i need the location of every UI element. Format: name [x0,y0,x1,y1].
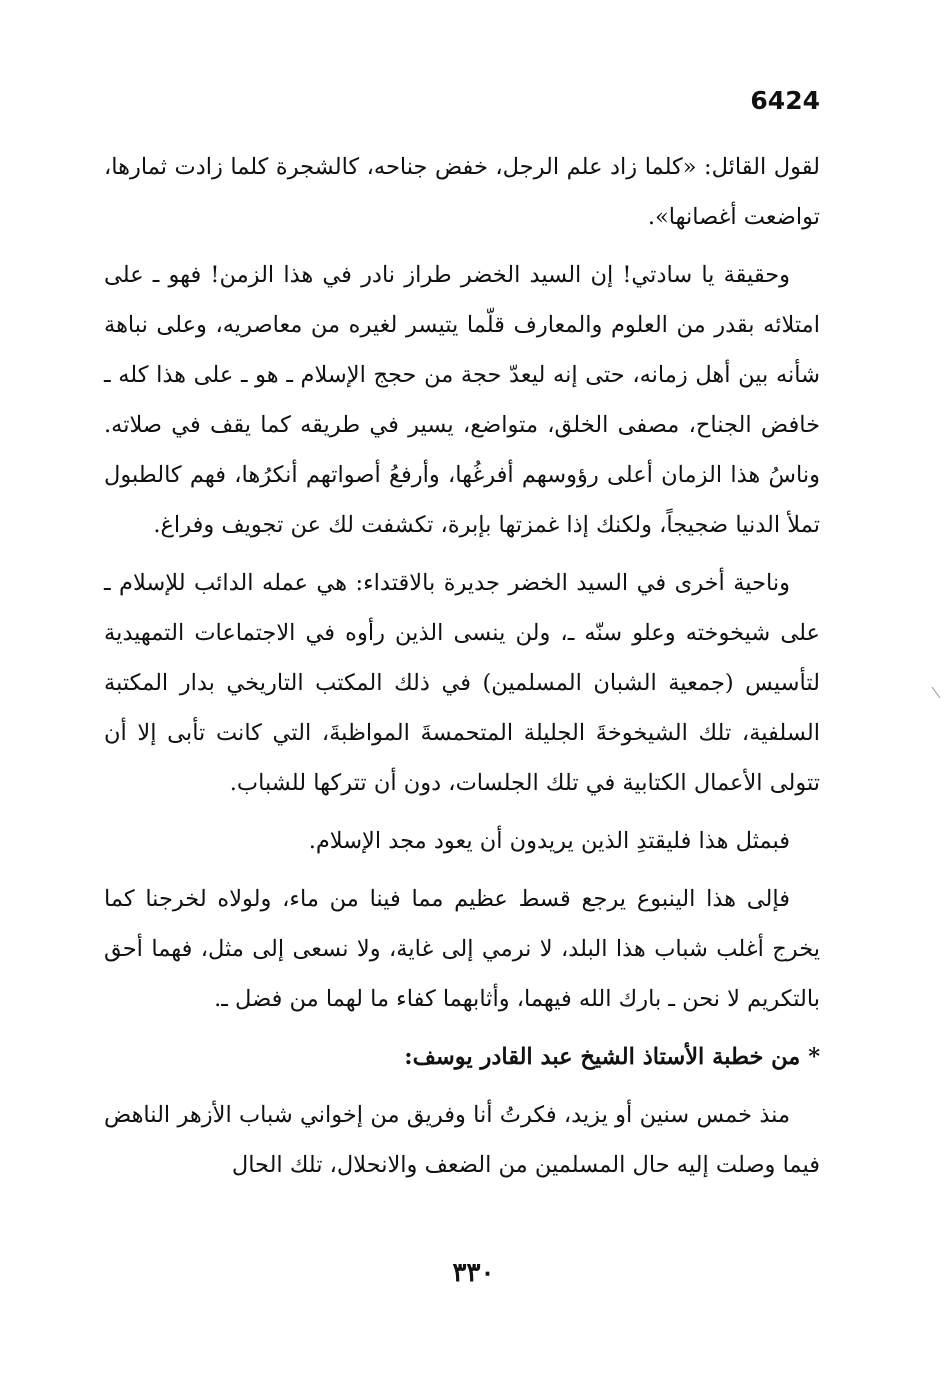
asterisk-marker: * [808,1044,820,1070]
paragraph-khidr-humility: وحقيقة يا سادتي! إن السيد الخضر طراز نادر في هذا الزمن! فهو ـ على امتلائه بقدر من العلوم والمعارف قلّما يتيسر لغيره من معاصريه، وعلى نباهة شأنه بين أهل زمانه، حتى إنه ليعدّ حجة من حجج الإسلام ـ هو ـ على هذا كله ـ خافض الجناح، مصفى الخلق، متواضع، يسير في طريقه كما يقف في صلاته. وناسُ هذا الزمان أعلى رؤوسهم أفرغُها، وأرفعُ أصواتهم أنكرُها، فهم كالطبول تملأ الدنيا ضجيجاً، ولكنك إذا غمزتها بإبرة، تكشفت لك عن تجويف وفراغ. [104,262,820,538]
paragraph-spring: فإلى هذا الينبوع يرجع قسط عظيم مما فينا من ماء، ولولاه لخرجنا كما يخرج أغلب شباب هذا البلد، لا نرمي إلى غاية، ولا نسعى إلى مثل، فهما أحق بالتكريم لا نحن ـ بارك الله فيهما، وأثابهما كفاء ما لهما من فضل ـ. [104,886,820,1012]
paragraph-quote: لقول القائل: «كلما زاد علم الرجل، خفض جناحه، كالشجرة كلما زادت ثمارها، تواضعت أغصانها». [104,154,820,230]
scan-artifact-mark [930,686,942,700]
page-id: 6424 [750,86,820,115]
page-folio: ٣٣٠ [452,1258,495,1288]
paragraph-example: فبمثل هذا فليقتدِ الذين يريدون أن يعود مجد الإسلام. [308,828,790,854]
paragraph-speech-opening: منذ خمس سنين أو يزيد، فكرتُ أنا وفريق من إخواني شباب الأزهر الناهض فيما وصلت إليه حال المسلمين من الضعف والانحلال، تلك الحال [104,1102,820,1178]
subheading-text: من خطبة الأستاذ الشيخ عبد القادر يوسف: [404,1044,801,1070]
paragraph-khidr-work: وناحية أخرى في السيد الخضر جديرة بالاقتداء: هي عمله الدائب للإسلام ـ على شيخوخته وعلو سنّه ـ، ولن ينسى الذين رأوه في الاجتماعات التمهيدية لتأسيس (جمعية الشبان المسلمين) في ذلك المكتب التاريخي بدار المكتبة السلفية، تلك الشيخوخةَ الجليلة المتحمسةَ المواظبةَ، التي كانت تأبى إلا أن تتولى الأعمال الكتابية في تلك الجلسات، دون أن تتركها للشباب. [104,570,820,796]
body-text [104,142,820,1198]
section-subheading [104,1032,820,1082]
